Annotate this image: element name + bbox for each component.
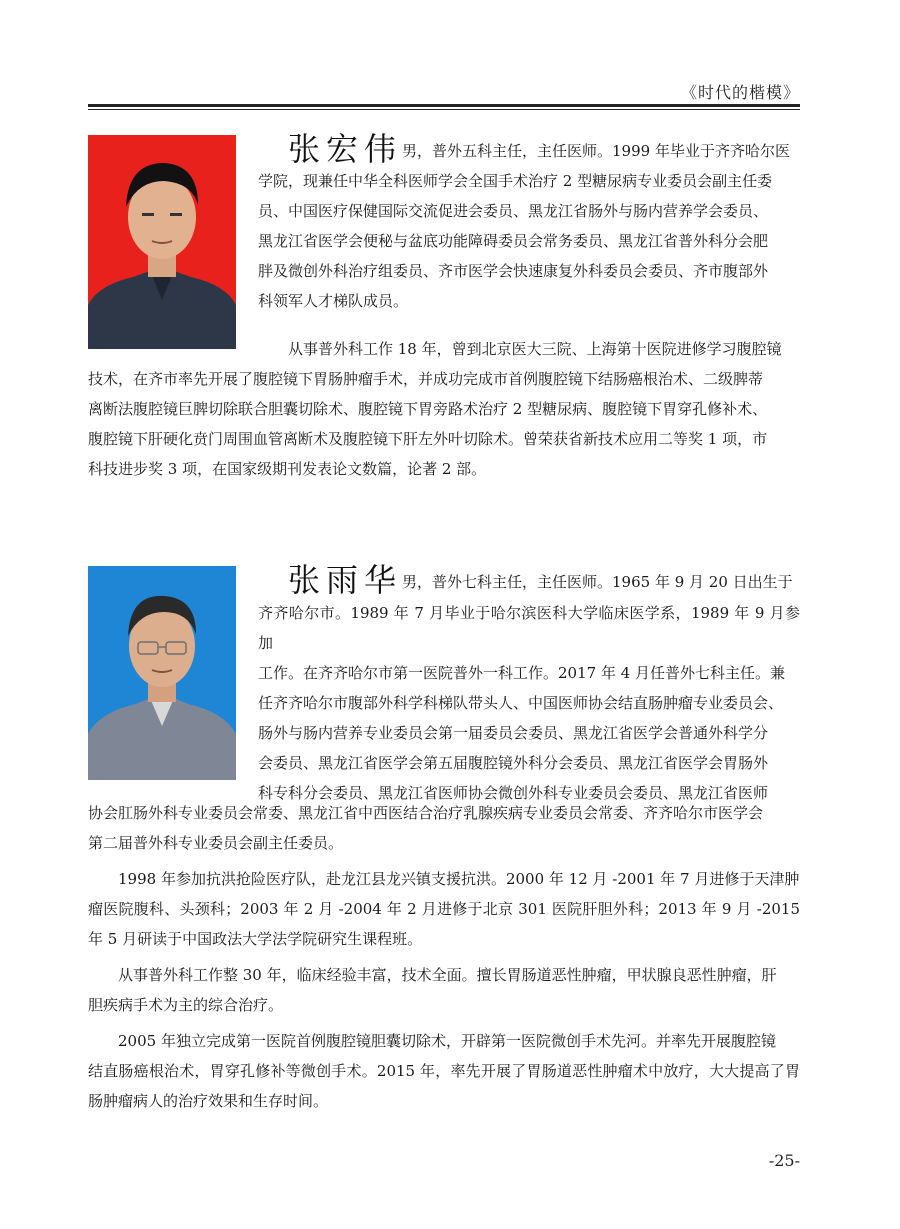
profile-paragraph-2b: [88, 960, 800, 1020]
para-first-line: 从事普外科工作整 30 年，临床经验丰富，技术全面。擅长胃肠道恶性肿瘤，甲状腺良恶性肿瘤，肝: [118, 966, 777, 984]
profile-bio-2-full: [88, 798, 800, 858]
header-rule-thin: [88, 109, 800, 110]
profile-para-1: [88, 364, 800, 484]
bio-line: 任齐齐哈尔市腹部外科学科梯队带头人、中国医师协会结直肠肿瘤专业委员会、: [258, 694, 784, 712]
page-number: -25-: [768, 1151, 800, 1170]
profile-paragraph-2c: [88, 1026, 800, 1116]
profile-name-1: 张宏伟: [288, 130, 403, 168]
bio-line: 协会肛肠外科专业委员会常委、黑龙江省中西医结合治疗乳腺疾病专业委员会常委、齐齐哈尔市医学会: [88, 804, 764, 822]
bio-line: 科领军人才梯队成员。: [258, 292, 409, 310]
para-line: 离断法腹腔镜巨脾切除联合胆囊切除术、腹腔镜下胃旁路术治疗 2 型糖尿病、腹腔镜下胃穿孔修补术、: [88, 400, 768, 418]
bio-line: 第二届普外科专业委员会副主任委员。: [88, 834, 344, 852]
profile-name-2: 张雨华: [288, 561, 403, 599]
profile-para-1-first: 从事普外科工作 18 年，曾到北京医大三院、上海第十医院进修学习腹腔镜: [288, 340, 782, 358]
bio-line: 黑龙江省医学会便秘与盆底功能障碍委员会常务委员、黑龙江省普外科分会肥: [258, 232, 769, 250]
bio-line: 会委员、黑龙江省医学会第五届腹腔镜外科分会委员、黑龙江省医学会胃肠外: [258, 754, 769, 772]
para-rest: 瘤医院腹科、头颈科；2003 年 2 月 -2004 年 2 月进修于北京 301 医院肝胆外科；2013 年 9 月 -2015 年 5 月研读于中国政法大学法学院研究生课程班。: [88, 900, 800, 948]
para-line: 科技进步奖 3 项，在国家级期刊发表论文数篇，论著 2 部。: [88, 460, 487, 478]
para-line: 腹腔镜下肝硬化贲门周围血管离断术及腹腔镜下肝左外叶切除术。曾荣获省新技术应用二等奖 1 项，市: [88, 430, 768, 448]
profile-paragraph-2a: [88, 864, 800, 954]
bio-line: 员、中国医疗保健国际交流促进会委员、黑龙江省肠外与肠内营养学会委员、: [258, 202, 769, 220]
para-rest: 结直肠癌根治术，胃穿孔修补等微创手术。2015 年，率先开展了胃肠道恶性肿瘤术中放疗，大大提高了胃肠肿瘤病人的治疗效果和生存时间。: [88, 1062, 800, 1110]
header-rule-thick: [88, 104, 800, 107]
para-first-line: 2005 年独立完成第一医院首例腹腔镜胆囊切除术，开辟第一医院微创手术先河。并率先开展腹腔镜: [118, 1032, 776, 1050]
bio-line: 肠外与肠内营养专业委员会第一届委员会委员、黑龙江省医学会普通外科学分: [258, 724, 769, 742]
bio-line: 工作。在齐齐哈尔市第一医院普外一科工作。2017 年 4 月任普外七科主任。兼: [258, 664, 786, 682]
running-header-title: 《时代的楷模》: [680, 83, 800, 102]
profile-bio-1: [258, 166, 800, 316]
bio-line: 齐齐哈尔市。1989 年 7 月毕业于哈尔滨医科大学临床医学系，1989 年 9 月参加: [258, 604, 800, 652]
para-rest: 胆疾病手术为主的综合治疗。: [88, 996, 284, 1014]
profile-bio-2: [258, 598, 800, 808]
profile-bio-lead-1: 男，普外五科主任，主任医师。1999 年毕业于齐齐哈尔医: [402, 142, 790, 160]
para-first-line: 1998 年参加抗洪抢险医疗队，赴龙江县龙兴镇支援抗洪。2000 年 12 月 -2001 年 7 月进修于天津肿: [118, 870, 800, 888]
para-line: 技术，在齐市率先开展了腹腔镜下胃肠肿瘤手术，并成功完成市首例腹腔镜下结肠癌根治术、二级脾蒂: [88, 370, 764, 388]
bio-line: 科专科分会委员、黑龙江省医师协会微创外科专业委员会委员、黑龙江省医师: [258, 784, 769, 802]
bio-line: 胖及微创外科治疗组委员、齐市医学会快速康复外科委员会委员、齐市腹部外: [258, 262, 769, 280]
profile-bio-lead-2: 男，普外七科主任，主任医师。1965 年 9 月 20 日出生于: [402, 573, 793, 591]
portrait-photo-2: [88, 566, 236, 780]
bio-line: 学院，现兼任中华全科医师学会全国手术治疗 2 型糖尿病专业委员会副主任委: [258, 172, 773, 190]
portrait-photo-1: [88, 135, 236, 349]
